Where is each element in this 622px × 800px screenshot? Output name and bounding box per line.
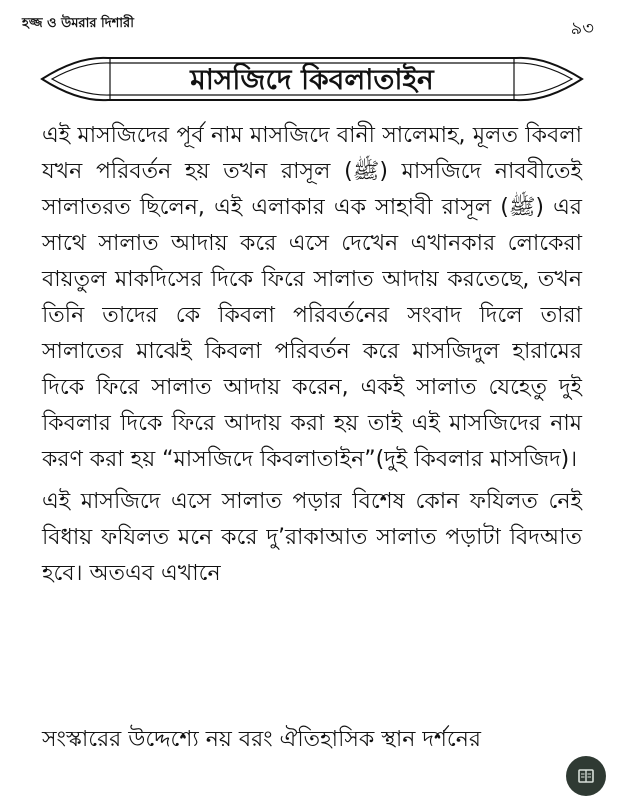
running-head: হজ্জ ও উমরার দিশারী bbox=[22, 16, 134, 31]
reader-nav-button[interactable] bbox=[566, 756, 606, 796]
cut-off-line: সংস্কারের উদ্দেশ্যে নয় বরং ঐতিহাসিক স্থান দর্শনের bbox=[42, 727, 481, 752]
paragraph: এই মাসজিদের পূর্ব নাম মাসজিদে বানী সালেমাহ, মূলত কিবলা যখন পরিবর্তন হয় তখন রাসূল (ﷺ) মাসজিদে নাববীতেই সালাতরত ছিলেন, এই এলাকার এক সাহাবী রাসূল (ﷺ) এর সাথে সালাত আদায় করে এসে দেখেন এখানকার লোকেরা বায়তুল মাকদিসের দিকে ফিরে সালাত আদায় করতেছে, তখন তিনি তাদের কে কিবলা পরিবর্তনের সংবাদ দিলে তারা সালাতের মাঝেই কিবলা পরিবর্তন করে মাসজিদুল হারামের দিকে ফিরে সালাত আদায় করেন, একই সালাত যেহেতু দুই কিবলার দিকে ফিরে আদায় করা হয় তাই এই মাসজিদের নাম করণ করা হয় “মাসজিদে কিবলাতাইন”(দুই কিবলার মাসজিদ)। bbox=[42, 123, 582, 472]
section-title: মাসজিদে কিবলাতাইন bbox=[190, 63, 434, 96]
book-icon bbox=[576, 766, 596, 786]
body-text bbox=[42, 118, 582, 598]
page-number: ৯৩ bbox=[570, 18, 594, 39]
paragraph: এই মাসজিদে এসে সালাত পড়ার বিশেষ কোন ফযিলত নেই বিধায় ফযিলত মনে করে দু’রাকাআত সালাত পড়াটা বিদআত হবে। অতএব এখানে bbox=[42, 489, 582, 586]
title-banner bbox=[38, 50, 586, 108]
